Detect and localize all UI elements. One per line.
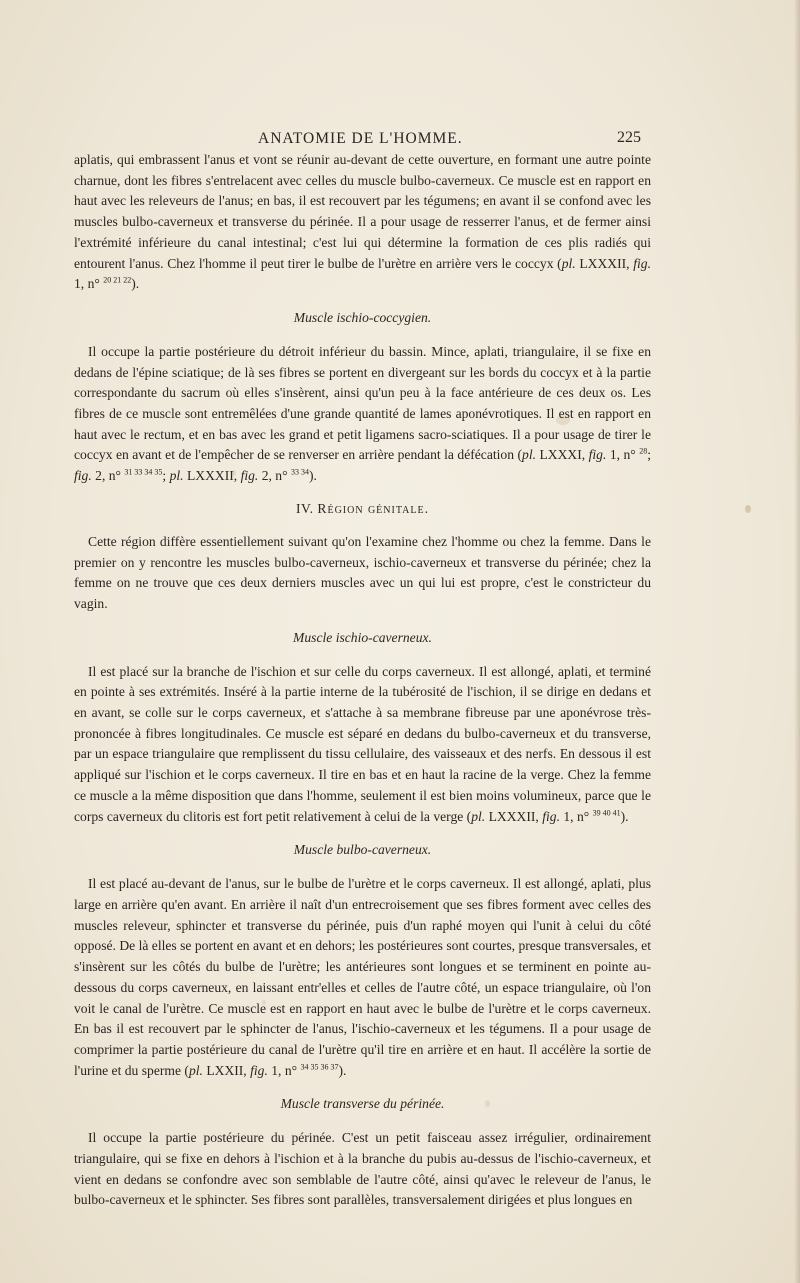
paragraph-ischio-coccygien: Il occupe la partie postérieure du détroit inférieur du bassin. Mince, aplati, triangulaire, il se fixe en dedans de l'épine sciatique; de là ses fibres se portent en divergeant sur les bords du coccyx et à la partie correspondante du sacrum où elles s'insèrent, ainsi qu'un peu à la face antérieure de ces deux os. Les fibres de ce muscle sont entremêlées d'une grande quantité de lames aponévrotiques. Il est en rapport en haut avec le rectum, et en bas avec les grand et petit ligamens sacro-sciatiques. Il a pour usage de tirer le coccyx en avant et de l'empêcher de se renverser en arrière pendant la défécation (pl. LXXXI, fig. 1, n° $^{28}$; fig. 2, n° $^{31 33 34 35}$; pl. LXXXII, fig. 2, n° $^{33 34}$). (74, 343, 651, 484)
region-heading-genitale (74, 499, 651, 519)
region-number: IV. (295, 500, 314, 516)
section-heading-bulbo-caverneux: Muscle bulbo-caverneux. (293, 842, 432, 858)
page-edge-shadow (794, 0, 800, 1283)
page-body (74, 150, 651, 1211)
paragraph-bulbo-caverneux: Il est placé au-devant de l'anus, sur le bulbe de l'urètre et le corps caverneux. Il est allongé, aplati, plus large en arrière qu'en avant. En arrière il naît d'un entrecroisement que ses fibres forment avec celles des muscles releveur, sphincter et transverse du périnée, puis d'un raphé moyen qui l'unit à celui du côté opposé. De là elles se portent en avant et en dehors; les postérieures sont courtes, presque transversales, et s'insèrent sur les côtés du bulbe de l'urètre; les antérieures sont longues et se terminent en pointe au-dessous du corps caverneux, en laissant entr'elles et celles de l'autre côté, un espace triangulaire, où l'on voit le canal de l'urètre. Ce muscle est en rapport en haut avec le bulbe de l'urètre et le corps caverneux. En bas il est recouvert par le sphincter de l'anus, l'ischio-caverneux et les tégumens. Il a pour usage de comprimer la partie postérieure du canal de l'urètre qu'il tire en arrière et en haut. Il accélère la sortie de l'urine et du sperme (pl. LXXII, fig. 1, n° $^{34 35 36 37}$). (74, 876, 651, 1078)
section-heading-ischio-coccygien: Muscle ischio-coccygien. (293, 309, 432, 325)
running-title: ANATOMIE DE L'HOMME. (258, 130, 463, 147)
paragraph-sphincter-continued: aplatis, qui embrassent l'anus et vont se réunir au-devant de cette ouverture, en formant une autre pointe charnue, dont les fibres s'entrelacent avec celles du muscle bulbo-caverneux. Ce muscle est en rapport en haut avec les releveurs de l'anus; en bas, il est recouvert par les tégumens; en avant il se confond avec les muscles bulbo-caverneux et transverse du périnée. Il a pour usage de resserrer l'anus, et de fermer ainsi l'extrémité inférieure du canal intestinal; c'est lui qui détermine la formation de ces plis radiés qui entourent l'anus. Chez l'homme il peut tirer le bulbe de l'urètre en arrière vers le coccyx (pl. LXXXII, fig. 1, n° $^{20 21 22}$). (74, 152, 651, 292)
page-number: 225 (617, 129, 641, 146)
paragraph-ischio-caverneux: Il est placé sur la branche de l'ischion et sur celle du corps caverneux. Il est allongé, aplati, et terminé en pointe à ses extrémités. Inséré à la partie interne de la tubérosité de l'ischion, il se dirige en dedans et en avant, se colle sur le corps caverneux, et s'attache à sa membrane fibreuse par une aponévrose très-prononcée à fibres longitudinales. Ce muscle est séparé en dedans du bulbo-caverneux et du transverse, par un espace triangulaire que remplissent du tissu cellulaire, des vaisseaux et des nerfs. En dessous il est appliqué sur l'ischion et le corps caverneux. Il tire en bas et en haut la racine de la verge. Chez la femme ce muscle a la même disposition que dans l'homme, seulement il est bien moins volumineux, parce que le corps caverneux du clitoris est fort petit relativement à celui de la verge (pl. LXXXII, fig. 1, n° $^{39 40 41}$). (74, 663, 651, 824)
paragraph-region-genitale: Cette région diffère essentiellement suivant qu'on l'examine chez l'homme ou chez la femme. Dans le premier on y rencontre les muscles bulbo-caverneux, ischio-caverneux et transverse du périnée; chez la femme on ne trouve que ces deux derniers muscles avec un qui lui est propre, c'est le constricteur du vagin. (74, 533, 651, 611)
region-title: Région génitale. (317, 500, 429, 516)
paragraph-transverse-perinee: Il occupe la partie postérieure du périnée. C'est un petit faisceau assez irrégulier, ordinairement triangulaire, qui se fixe en dehors à l'ischion et à la branche du pubis au-dessus de l'ischio-caverneux, et vient en dedans se confondre avec son semblable de l'autre côté, ainsi qu'avec le releveur de l'anus, le bulbo-caverneux et le sphincter. Ses fibres sont parallèles, transversalement dirigées et plus longues en (74, 1130, 651, 1208)
running-header (0, 128, 800, 150)
section-heading-ischio-caverneux: Muscle ischio-caverneux. (293, 629, 432, 645)
section-heading-transverse-perinee: Muscle transverse du périnée. (280, 1096, 445, 1112)
foxing-stain (745, 505, 751, 513)
